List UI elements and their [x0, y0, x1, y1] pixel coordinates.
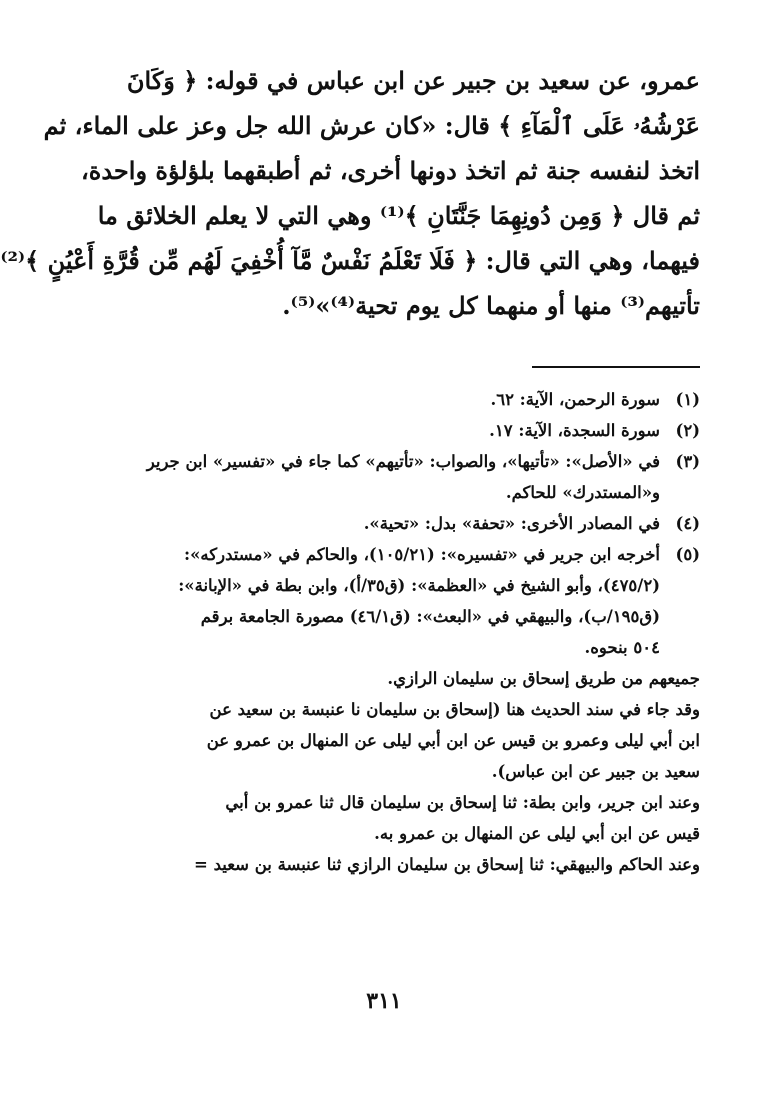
continuation-line: ابن أبي ليلى وعمرو بن قيس عن ابن أبي ليلى عن المنهال بن عمرو عن [206, 731, 700, 750]
footnote-body [68, 446, 660, 508]
main-line: تأتيهم⁽³⁾ منها أو منهما كل يوم تحية⁽⁴⁾»⁽⁵⁾. [282, 291, 700, 320]
continuation-line: وقد جاء في سند الحديث هنا (إسحاق بن سليمان نا عنبسة بن سعيد عن [209, 700, 700, 719]
footnote-divider [532, 366, 700, 368]
footnotes [68, 384, 700, 880]
footnote-number: (٤) [675, 514, 700, 533]
main-line: عَرْشُهُۥ عَلَى ٱلْمَآءِ ﴾ قال: «كان عرش الله جل وعز على الماء، ثم [43, 111, 700, 140]
footnote-number: (٣) [675, 452, 700, 471]
footnote-number: (٢) [675, 421, 700, 440]
footnote-2 [68, 415, 700, 446]
footnote-5 [68, 539, 700, 663]
page-number: ٣١١ [366, 988, 402, 1014]
footnote-number: (٥) [675, 545, 700, 564]
main-text [0, 58, 700, 328]
continuation-line: جميعهم من طريق إسحاق بن سليمان الرازي. [387, 669, 700, 688]
footnote-line: سورة السجدة، الآية: ١٧. [489, 421, 660, 440]
main-line: فيهما، وهي التي قال: ﴿ فَلَا تَعْلَمُ نَفْسٌ مَّآ أُخْفِيَ لَهُم مِّن قُرَّةِ أَعْيُنٍ ﴾⁽²⁾ [0, 246, 700, 275]
main-line: عمرو، عن سعيد بن جبير عن ابن عباس في قوله: ﴿ وَكَانَ [126, 66, 700, 95]
footnote-1 [68, 384, 700, 415]
footnote-line: في المصادر الأخرى: «تحفة» بدل: «تحية». [363, 514, 660, 533]
footnote-body [68, 539, 660, 663]
footnote-line: (ق١٩٥/ب)، والبيهقي في «البعث»: (ق٤٦/١) مصورة الجامعة برقم [200, 607, 660, 626]
footnote-continuation [68, 663, 700, 880]
main-line: اتخذ لنفسه جنة ثم اتخذ دونها أخرى، ثم أطبقهما بلؤلؤة واحدة، [81, 156, 700, 185]
footnote-line: سورة الرحمن، الآية: ٦٢. [490, 390, 660, 409]
footnote-body [68, 384, 660, 415]
page [0, 58, 700, 1058]
continuation-line: وعند الحاكم والبيهقي: ثنا إسحاق بن سليمان الرازي ثنا عنبسة بن سعيد = [194, 855, 700, 874]
footnote-3 [68, 446, 700, 508]
footnote-line: و«المستدرك» للحاكم. [505, 483, 660, 502]
footnote-line: ٥٠٤ بنحوه. [584, 638, 660, 657]
continuation-line: وعند ابن جرير، وابن بطة: ثنا إسحاق بن سليمان قال ثنا عمرو بن أبي [225, 793, 700, 812]
continuation-line: قيس عن ابن أبي ليلى عن المنهال بن عمرو به. [374, 824, 700, 843]
footnote-line: أخرجه ابن جرير في «تفسيره»: (١٠٥/٢١)، والحاكم في «مستدركه»: [184, 545, 660, 564]
footnote-body [68, 415, 660, 446]
footnote-body [68, 508, 660, 539]
footnote-line: في «الأصل»: «تأتيها»، والصواب: «تأتيهم» كما جاء في «تفسير» ابن جرير [146, 452, 660, 471]
footnote-line: (٤٧٥/٢)، وأبو الشيخ في «العظمة»: (ق٣٥/أ)، وابن بطة في «الإبانة»: [178, 576, 660, 595]
main-line: ثم قال ﴿ وَمِن دُونِهِمَا جَنَّتَانِ ﴾⁽¹⁾ وهي التي لا يعلم الخلائق ما [97, 201, 700, 230]
continuation-line: سعيد بن جبير عن ابن عباس). [491, 762, 700, 781]
footnote-number: (١) [675, 390, 700, 409]
footnote-4 [68, 508, 700, 539]
